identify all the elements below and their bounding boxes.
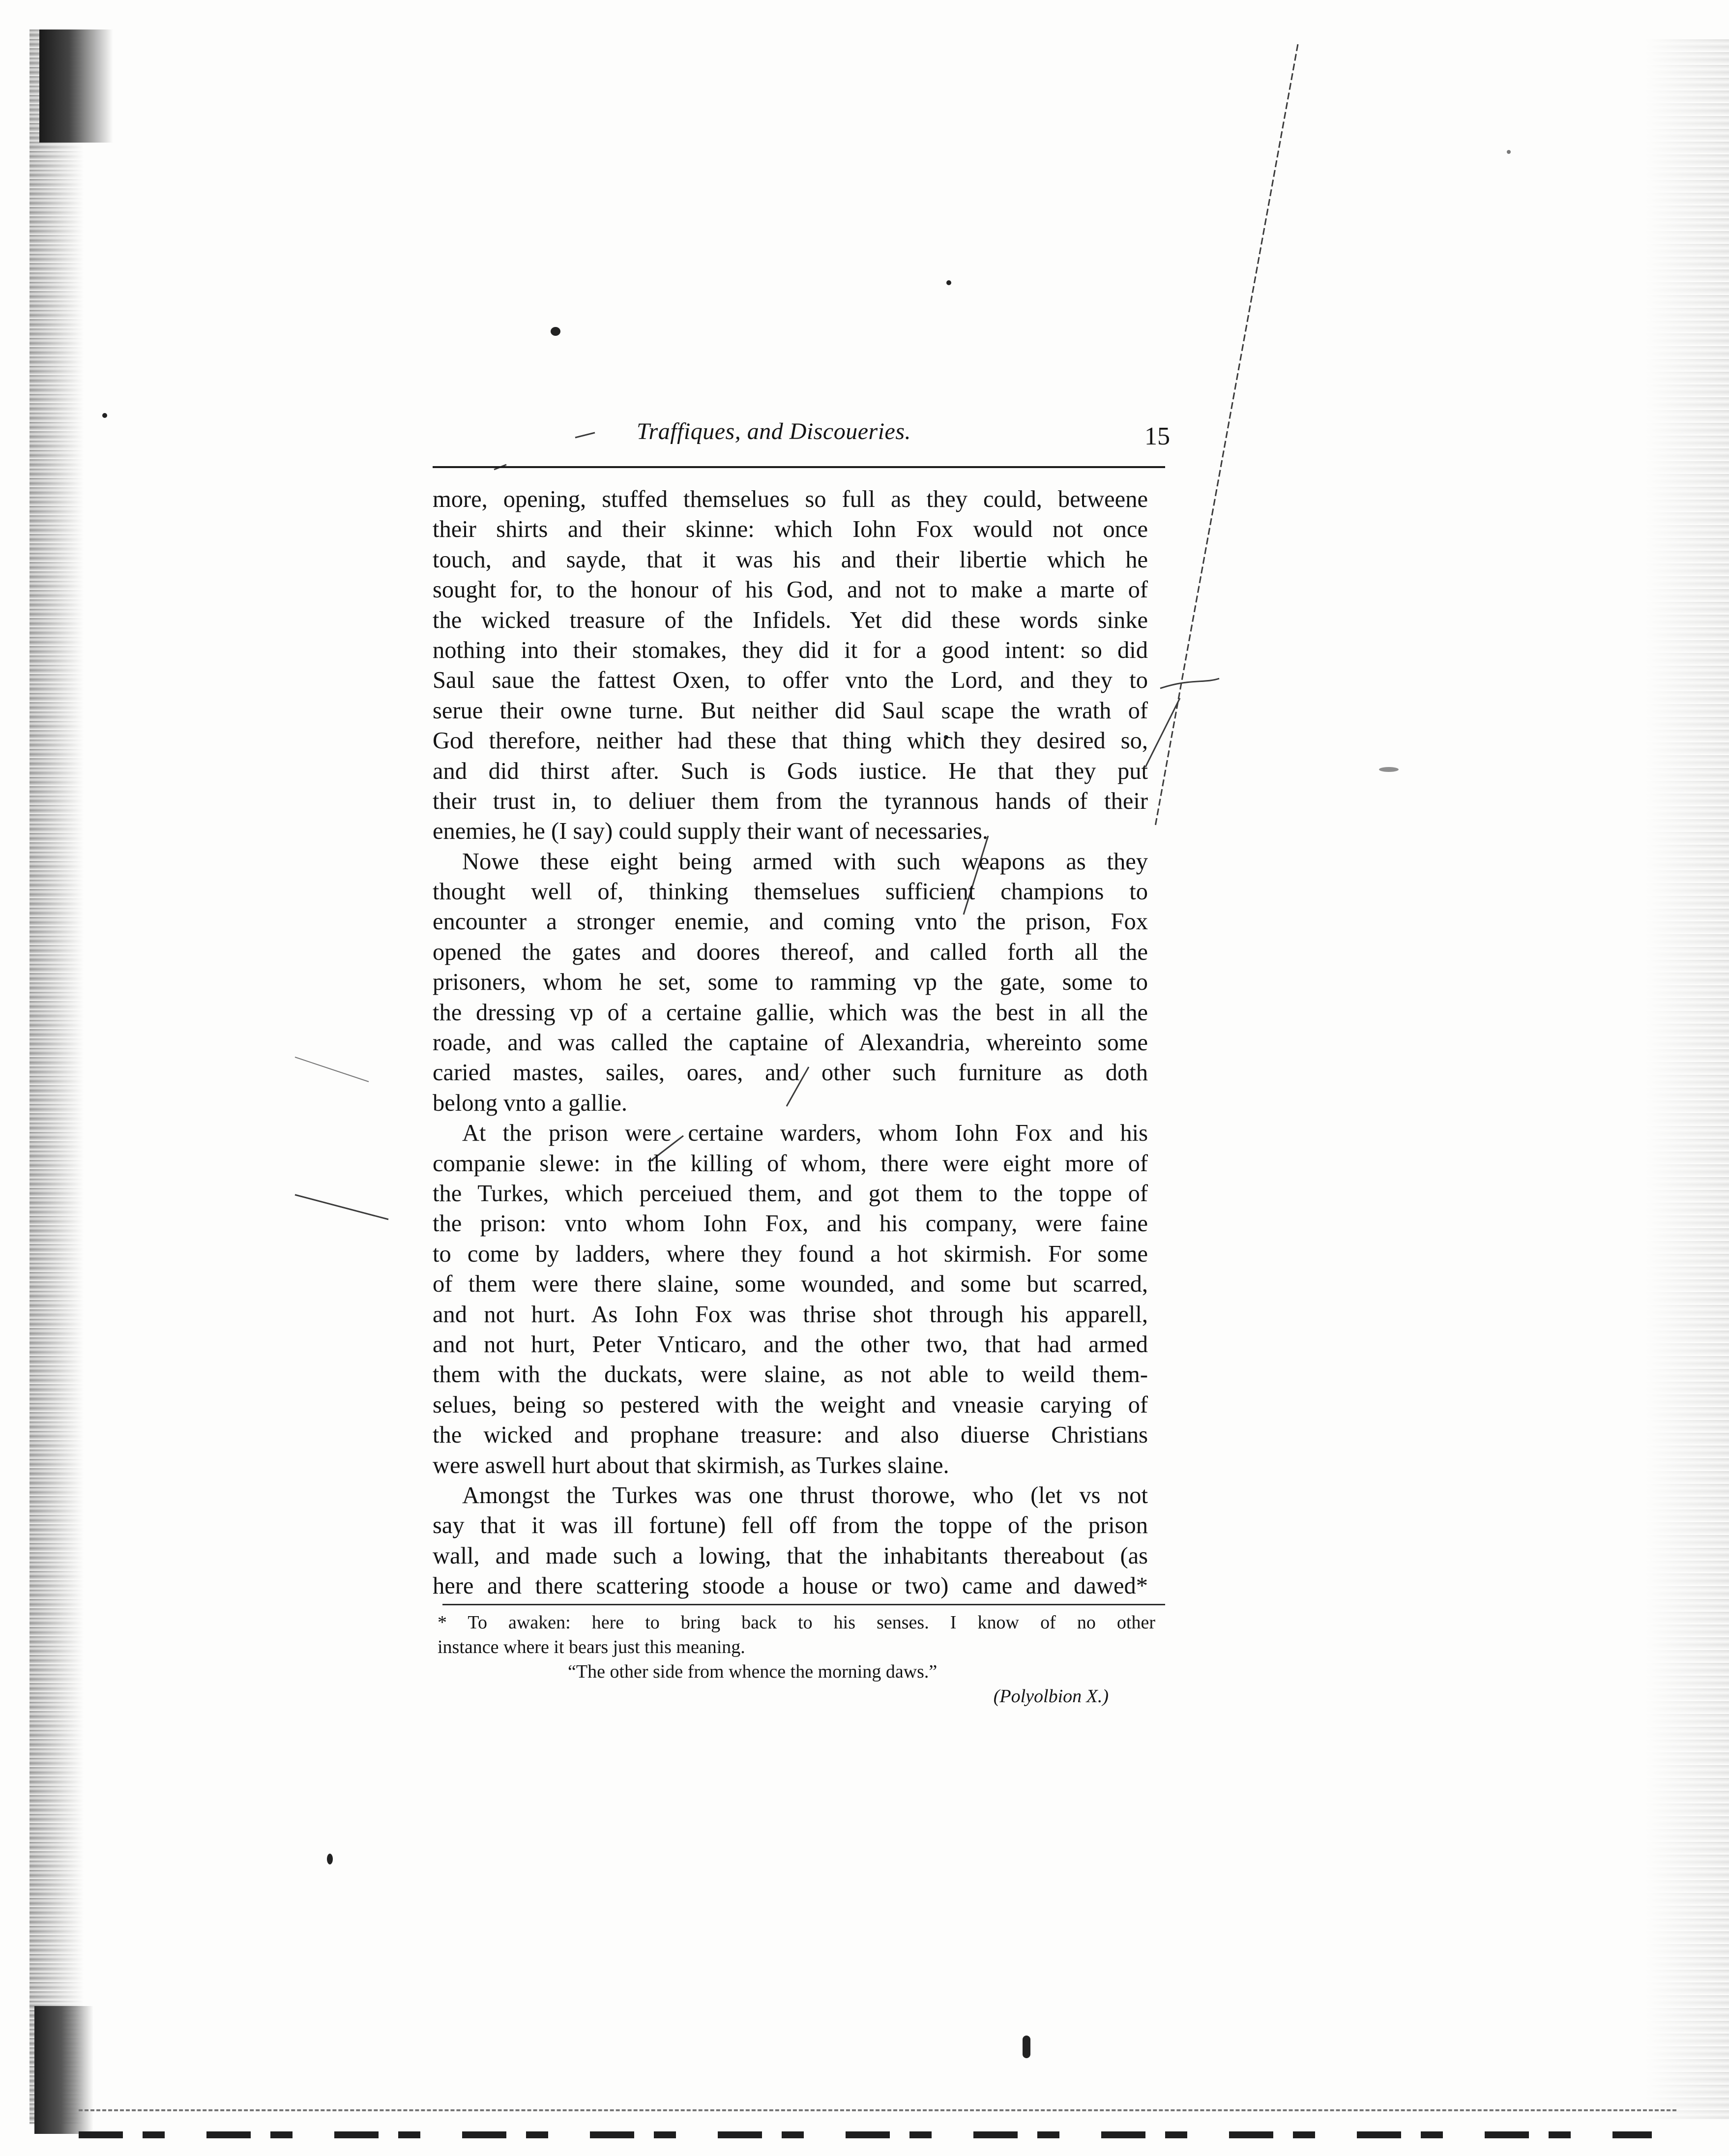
text-line: say that it was ill fortune) fell off from the toppe of the prison [433,1512,1148,1539]
text-line: wall, and made such a lowing, that the inhabitants thereabout (as [433,1542,1148,1569]
text-line: thought well of, thinking themselues sufficient champions to [433,879,1148,905]
text-line: more, opening, stuffed themselues so full as they could, betweene [433,486,1148,512]
text-line: the wicked and prophane treasure: and also diuerse Christians [433,1422,1148,1448]
text-line: and not hurt, Peter Vnticaro, and the other two, that had armed [433,1331,1148,1358]
footnote-line: * To awaken: here to bring back to his senses. I know of no other [438,1612,1155,1633]
text-line: sought for, to the honour of his God, and not to make a marte of [433,577,1148,603]
text-line: belong vnto a gallie. [433,1090,627,1116]
text-line: serue their owne turne. But neither did Saul scape the wrath of [433,697,1148,724]
text-line: and did thirst after. Such is Gods iustice. He that they put [433,758,1148,784]
text-line: of them were there slaine, some wounded, and some but scarred, [433,1271,1148,1298]
text-line: roade, and was called the captaine of Alexandria, whereinto some [433,1030,1148,1056]
text-line: nothing into their stomakes, they did it for a good intent: so did [433,637,1148,663]
text-line: were aswell hurt about that skirmish, as Turkes slaine. [433,1452,949,1478]
text-line: the dressing vp of a certaine gallie, which was the best in all the [433,999,1148,1026]
running-title: Traffiques, and Discoueries. [637,418,911,444]
text-line: selues, being so pestered with the weight and vneasie carying of [433,1391,1148,1418]
text-line: enemies, he (I say) could supply their want of necessaries. [433,818,988,845]
footnote [438,1610,1155,1709]
header-rule [433,466,1165,468]
text-line: them with the duckats, were slaine, as not able to weild them- [433,1361,1148,1388]
text-line: here and there scattering stoode a house or two) came and dawed* [433,1573,1148,1599]
text-line: Nowe these eight being armed with such weapons as they [462,848,1148,875]
running-head [433,418,1170,472]
text-line: the Turkes, which perceiued them, and got them to the toppe of [433,1180,1148,1207]
text-line: Amongst the Turkes was one thrust thorowe, who (let vs not [462,1482,1148,1508]
text-line: prisoners, whom he set, some to ramming vp the gate, some to [433,969,1148,996]
text-line: touch, and sayde, that it was his and their libertie which he [433,546,1148,573]
footnote-source: (Polyolbion X.) [993,1686,1109,1707]
text-line: their shirts and their skinne: which Iohn Fox would not once [433,516,1148,543]
body-text [433,484,1148,1601]
page-number: 15 [1144,422,1170,450]
footnote-rule [442,1604,1165,1605]
footnote-line: instance where it bears just this meaning. [438,1637,745,1657]
text-line: the prison: vnto whom Iohn Fox, and his company, were faine [433,1211,1148,1237]
text-line: God therefore, neither had these that thing which they desired so, [433,728,1148,754]
text-line: companie slewe: in the killing of whom, there were eight more of [433,1150,1148,1177]
text-line: Saul saue the fattest Oxen, to offer vnto the Lord, and they to [433,667,1148,694]
text-line: At the prison were certaine warders, whom Iohn Fox and his [462,1120,1148,1147]
text-line: their trust in, to deliuer them from the tyrannous hands of their [433,788,1148,814]
text-line: encounter a stronger enemie, and coming vnto the prison, Fox [433,909,1148,935]
text-line: caried mastes, sailes, oares, and other such furniture as doth [433,1060,1148,1086]
footnote-quote: “The other side from whence the morning daws.” [568,1661,938,1682]
text-line: opened the gates and doores thereof, and called forth all the [433,939,1148,965]
text-line: to come by ladders, where they found a hot skirmish. For some [433,1240,1148,1267]
text-line: and not hurt. As Iohn Fox was thrise shot through his apparell, [433,1301,1148,1328]
text-line: the wicked treasure of the Infidels. Yet did these words sinke [433,607,1148,633]
